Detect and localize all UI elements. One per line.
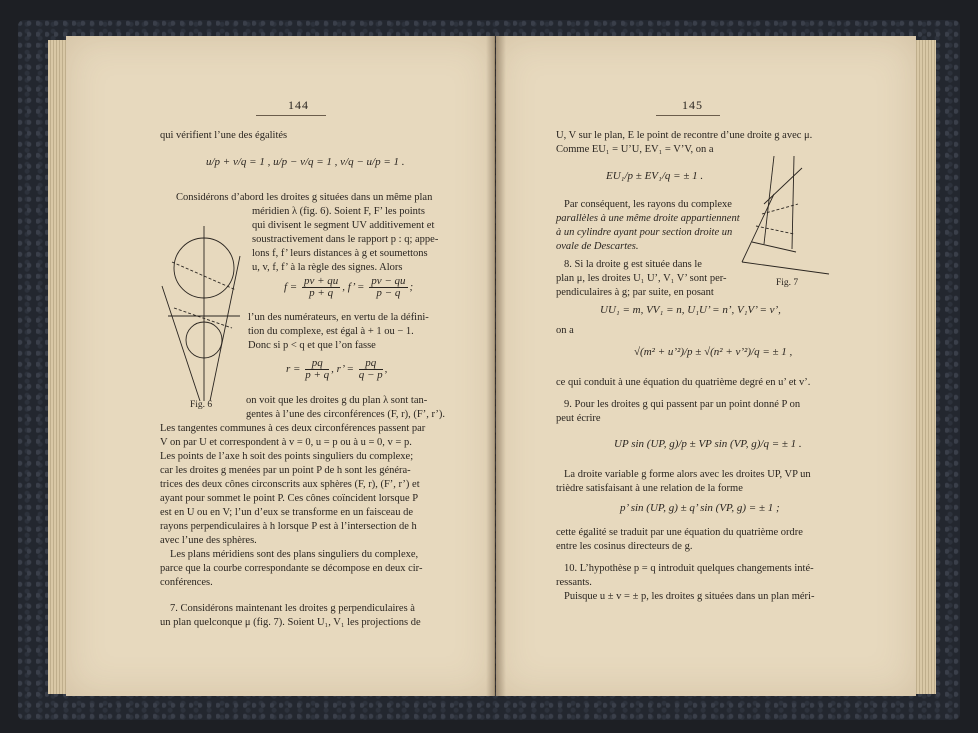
book-gutter (486, 36, 506, 696)
text-line: ovale de Descartes. (556, 241, 639, 252)
figure-caption: Fig. 6 (190, 400, 213, 410)
text-line: Les plans méridiens sont des plans singuliers du complexe, (170, 549, 419, 560)
text-line: est en U ou en V; l’un d’eux se transforme en un faisceau de (160, 507, 413, 518)
page-edges-left (48, 40, 68, 694)
header-rule (256, 115, 326, 116)
right-page (496, 36, 916, 696)
equation: UU₁ = m, VV₁ = n, U₁U’ = n’, V₁V’ = v’, (600, 304, 781, 316)
text-line: à un cylindre ayant pour section droite un (556, 227, 733, 238)
equation: UP sin (UP, g)/p ± VP sin (VP, g)/q = ± 1 . (614, 438, 802, 450)
text-line: rayons perpendiculaires à h lorsque P est à l’intersection de h (160, 521, 417, 532)
text-line: qui divisent le segment UV additivement et (252, 220, 435, 231)
text-line: ce qui conduit à une équation du quatrième degré en u’ et v’. (556, 377, 811, 388)
text-line: on voit que les droites g du plan λ sont tan- (246, 395, 428, 406)
text-line: Donc si p < q et que l’on fasse (248, 340, 376, 351)
text-line: lons f, f’ leurs distances à g et soumettons (252, 248, 428, 259)
equation: √(m² + u’²)/p ± √(n² + v’²)/q = ± 1 , (634, 346, 793, 358)
figure-7-diagram (734, 154, 834, 279)
page-number: 145 (682, 98, 703, 112)
text-line: Les tangentes communes à ces deux circonférences passent par (160, 423, 426, 434)
page-edges-right (914, 40, 936, 694)
text-line: avec l’une des sphères. (160, 535, 257, 546)
text-line: pendiculaires à g; par suite, en posant (556, 287, 714, 298)
text-line: soustractivement dans le rapport p : q; appe- (252, 234, 439, 245)
text-line: parce que la courbe correspondante se décompose en deux cir- (160, 563, 423, 574)
text-line: parallèles à une même droite appartiennent (556, 213, 740, 224)
text-line: peut écrire (556, 413, 601, 424)
text-line: plan μ, les droites U₁ U’, V₁ V’ sont per- (556, 273, 727, 284)
equation: EU₁/p ± EV₁/q = ± 1 . (606, 170, 704, 182)
text-line: qui vérifient l’une des égalités (160, 130, 288, 141)
text-line: Puisque u ± v = ± p, les droites g situées dans un plan méri- (564, 591, 815, 602)
text-line: trices des deux cônes circonscrits aux sphères (F, r), (F’, r’) et (160, 479, 420, 490)
text-line: V on par U et correspondent à v = 0, u = p ou à u = 0, v = p. (160, 437, 412, 448)
text-line: La droite variable g forme alors avec les droites UP, VP un (564, 469, 811, 480)
text-line: tion du complexe, est égal à + 1 ou − 1. (248, 326, 414, 337)
text-line: ayant pour sommet le point P. Ces cônes coïncident lorsque P (160, 493, 419, 504)
page-number: 144 (288, 98, 309, 112)
figure-caption: Fig. 7 (776, 278, 799, 288)
header-rule (656, 115, 720, 116)
text-line: entre les cosinus directeurs de g. (556, 541, 693, 552)
text-line: l’un des numérateurs, en vertu de la défini- (248, 312, 429, 323)
text-line: car les droites g menées par un point P de h sont les généra- (160, 465, 411, 476)
text-line: méridien λ (fig. 6). Soient F, F’ les points (252, 206, 425, 217)
text-line: gentes à l’une des circonférences (F, r), (F’, r’). (246, 409, 445, 420)
text-line: ressants. (556, 577, 592, 588)
text-line: trièdre satisfaisant à une relation de la forme (556, 483, 743, 494)
text-line: 9. Pour les droites g qui passent par un point donné P on (564, 399, 801, 410)
text-line: Les points de l’axe h soit des points singuliers du complexe; (160, 451, 414, 462)
figure-6-diagram (160, 216, 250, 406)
equation: f = $\frac{pv + qu}{p + q}$ , f’ = $\frac{pv - qu}{p - q}$ ; (284, 275, 414, 299)
text-line: Considérons d’abord les droites g situées dans un même plan (176, 192, 433, 203)
text-line: un plan quelconque μ (fig. 7). Soient U₁, V₁ les projections de (160, 617, 421, 628)
text-line: 7. Considérons maintenant les droites g perpendiculaires à (170, 603, 415, 614)
text-line: U, V sur le plan, E le point de recontre d’une droite g avec μ. (556, 130, 813, 141)
text-line: cette égalité se traduit par une équation du quatrième ordre (556, 527, 803, 538)
text-line: on a (556, 325, 574, 336)
text-line: conférences. (160, 577, 213, 588)
equation: r = $\frac{pq}{p + q}$ , r’ = $\frac{pq}{q - p}$ , (286, 357, 388, 381)
equation: u/p + v/q = 1 , u/p − v/q = 1 , v/q − u/p = 1 . (206, 156, 405, 168)
text-line: Par conséquent, les rayons du complexe (564, 199, 732, 210)
left-page (66, 36, 495, 696)
equation: p’ sin (UP, g) ± q’ sin (VP, g) = ± 1 ; (620, 502, 780, 514)
text-line: u, v, f, f’ à la règle des signes. Alors (252, 262, 403, 273)
text-line: 8. Si la droite g est située dans le (564, 259, 702, 270)
text-line: Comme EU₁ = U’U, EV₁ = V’V, on a (556, 144, 714, 155)
text-line: 10. L’hypothèse p = q introduit quelques changements inté- (564, 563, 814, 574)
